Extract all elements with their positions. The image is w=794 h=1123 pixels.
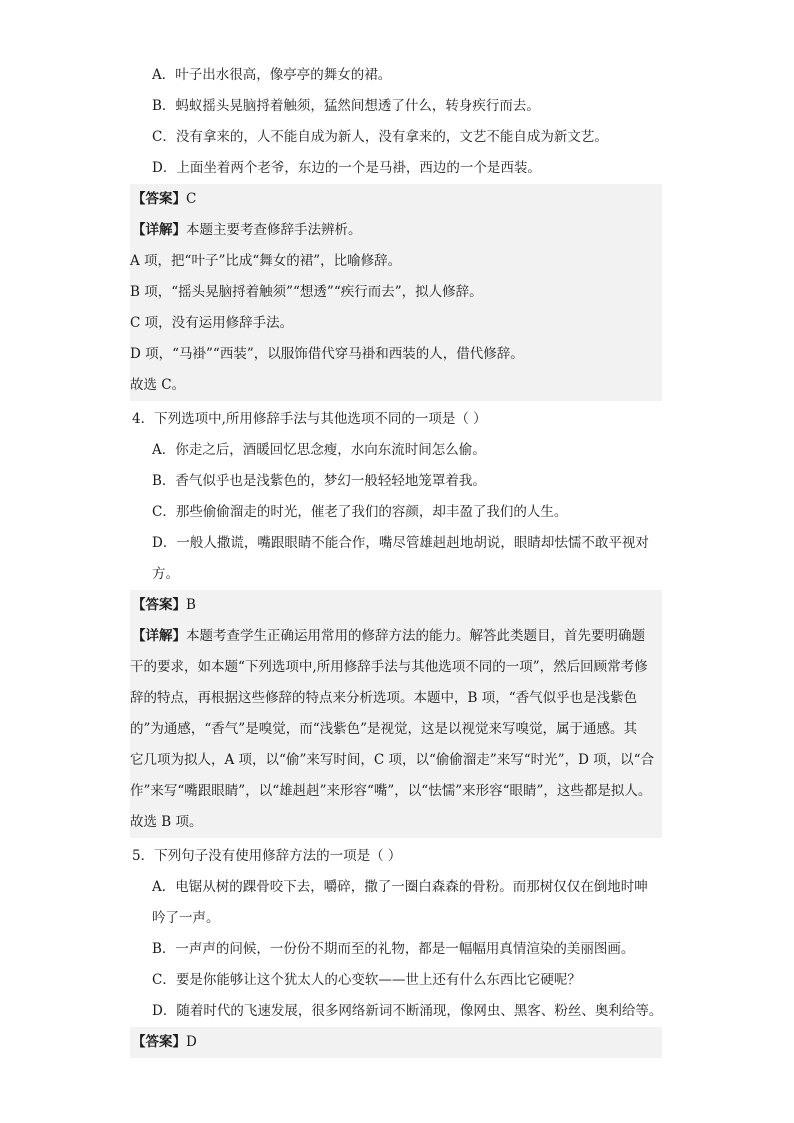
answer-tag: 【答案】 [132, 191, 186, 207]
answer-value: B [186, 597, 196, 613]
q3-detail-2: B 项，“摇头晃脑捋着触须”“想透”“疾行而去”，拟人修辞。 [130, 277, 662, 308]
q4-detail-4: 它几项为拟人，A 项，以“偷”来写时间，C 项，以“偷偷溜走”来写“时光”，D 项，以“合 [130, 745, 662, 776]
answer-value: C [186, 191, 197, 207]
q5-option-a: A．电锯从树的踝骨咬下去，嚼碎，撒了一圈白森森的骨粉。而那树仅仅在倒地时呻 [152, 879, 648, 895]
detail-text: 本题考查学生正确运用常用的修辞方法的能力。解答此类题目，首先要明确题 [186, 628, 645, 644]
q3-option-b: B．蚂蚁摇头晃脑捋着触须，猛然间想透了什么，转身疾行而去。 [152, 98, 540, 114]
q5-option-a-cont: 吟了一声。 [152, 910, 220, 926]
q4-option-b: B．香气似乎也是浅紫色的，梦幻一般轻轻地笼罩着我。 [152, 473, 486, 489]
q5-stem: 5．下列句子没有使用修辞方法的一项是（ ） [132, 848, 402, 864]
q3-detail-0 [130, 215, 662, 246]
detail-tag: 【详解】 [132, 222, 186, 238]
q5-option-d: D．随着时代的飞速发展，很多网络新词不断涌现，像网虫、黑客、粉丝、奥利给等。 [152, 1003, 663, 1019]
q3-option-c: C．没有拿来的，人不能自成为新人，没有拿来的，文艺不能自成为新文艺。 [152, 129, 608, 145]
q3-answer [130, 184, 662, 215]
q4-answer [130, 590, 662, 621]
answer-tag: 【答案】 [132, 1034, 186, 1050]
q5-option-c: C．要是你能够让这个犹太人的心变软——世上还有什么东西比它硬呢？ [152, 972, 581, 988]
q4-option-d: D．一般人撒谎，嘴跟眼睛不能合作，嘴尽管雄赳赳地胡说，眼睛却怯懦不敢平视对 [152, 535, 649, 551]
answer-tag: 【答案】 [132, 597, 186, 613]
q4-detail-6: 故选 B 项。 [130, 807, 662, 838]
q4-detail-2: 辞的特点，再根据这些修辞的特点来分析选项。本题中，B 项，“香气似乎也是浅紫色 [130, 683, 662, 714]
detail-text: 本题主要考查修辞手法辨析。 [186, 222, 362, 238]
q3-detail-4: D 项，“马褂”“西装”，以服饰借代穿马褂和西装的人，借代修辞。 [130, 339, 662, 370]
q4-detail-5: 作”来写“嘴跟眼睛”，以“雄赳赳”来形容“嘴”，以“怯懦”来形容“眼睛”，这些都是拟人。 [130, 776, 662, 807]
detail-tag: 【详解】 [132, 628, 186, 644]
q4-option-d-cont: 方。 [152, 566, 179, 582]
q3-detail-3: C 项，没有运用修辞手法。 [130, 308, 662, 339]
answer-value: D [186, 1034, 197, 1050]
q4-option-c: C．那些偷偷溜走的时光，催老了我们的容颜，却丰盈了我们的人生。 [152, 504, 568, 520]
q3-detail-5: 故选 C。 [130, 370, 662, 401]
q3-detail-1: A 项，把“叶子”比成“舞女的裙”，比喻修辞。 [130, 246, 662, 277]
q4-detail-1: 干的要求，如本题“下列选项中,所用修辞手法与其他选项不同的一项”，然后回顾常考修 [130, 652, 662, 683]
q4-detail-0 [130, 621, 662, 652]
q5-answer [130, 1027, 662, 1058]
q4-option-a: A．你走之后，酒暖回忆思念瘦，水向东流时间怎么偷。 [152, 442, 486, 458]
q5-option-b: B．一声声的问候，一份份不期而至的礼物，都是一幅幅用真情渲染的美丽图画。 [152, 941, 635, 957]
q4-detail-3: 的”为通感，“香气”是嗅觉，而“浅紫色”是视觉，这是以视觉来写嗅觉，属于通感。其 [130, 714, 662, 745]
q3-option-d: D．上面坐着两个老爷，东边的一个是马褂，西边的一个是西装。 [152, 160, 541, 176]
q4-stem: 4．下列选项中,所用修辞手法与其他选项不同的一项是（ ） [132, 411, 487, 427]
q3-option-a: A．叶子出水很高，像亭亭的舞女的裙。 [152, 67, 392, 83]
